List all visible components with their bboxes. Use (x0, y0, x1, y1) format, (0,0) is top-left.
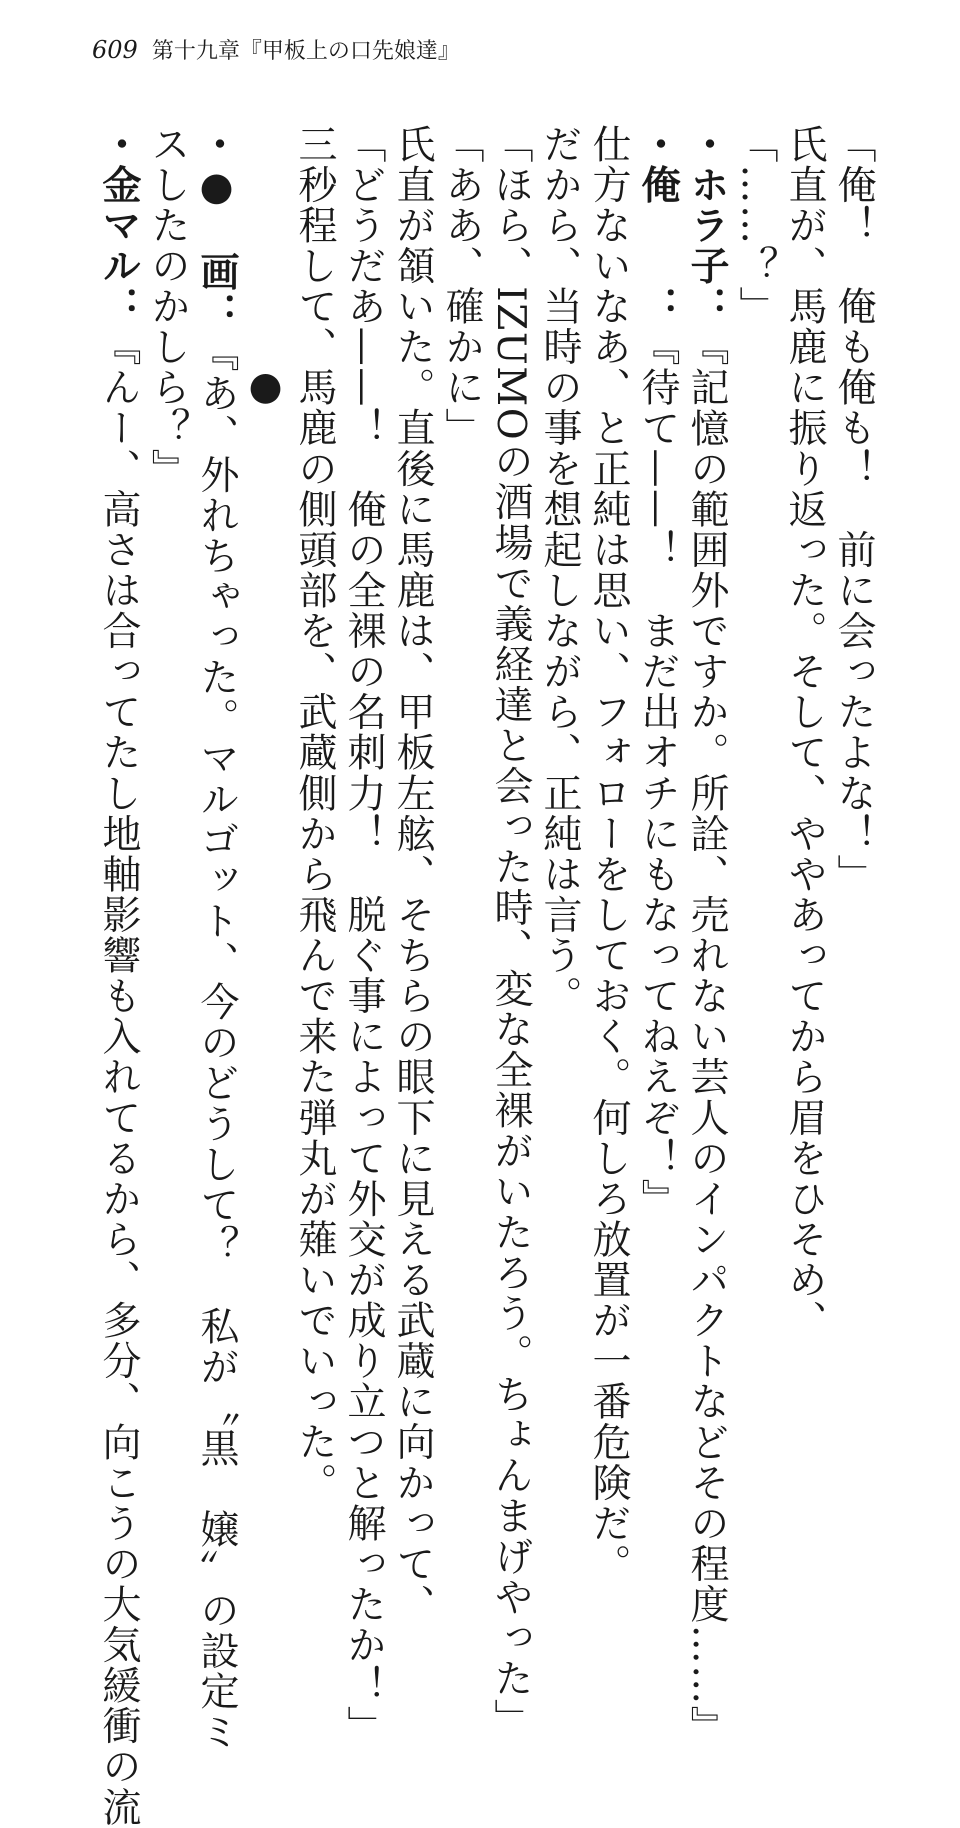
line-text: 「ああ、確かに」 (439, 124, 484, 449)
section-mark-icon: ● (243, 364, 288, 411)
line-text: 氏直が頷いた。直後に馬鹿は、甲板左舷、そちらの眼下に見える武蔵に向かって、 (390, 124, 435, 1625)
line-text: 『待て——！ まだ出オチにもなってねえぞ！』 (635, 326, 680, 1220)
line-text: 「ほら、IZUMOの酒場で義経達と会った時、変な全裸がいたろう。ちょんまげやった」 (488, 124, 533, 1740)
speaker-label: ・俺 ： (635, 124, 680, 327)
dialogue-line (94, 124, 143, 1828)
text-line (290, 124, 339, 1504)
line-text: 氏直が、馬鹿に振り返った。そして、ややあってから眉をひそめ、 (782, 124, 827, 1341)
line-text: 「……？」 (733, 124, 778, 327)
text-line (339, 124, 388, 1747)
text-line (535, 124, 584, 1354)
text-line (584, 124, 633, 1585)
line-text: だから、当時の事を想起しながら、正純は言う。 (537, 124, 582, 1017)
line-text: 「どうだあ——！ 俺の全裸の名刺力！ 脱ぐ事によって外交が成り立つと解ったか！」 (341, 124, 386, 1747)
speaker-label: ・● 画： (194, 124, 239, 333)
text-line (437, 124, 486, 1354)
chapter-title: 第十九章『甲板上の口先娘達』 (151, 39, 460, 64)
speaker-label: ・金マル： (96, 124, 141, 327)
line-text: 『んー、高さは合ってたし地軸影響も入れてるから、多分、向こうの大気緩衝の流 (96, 326, 141, 1828)
text-line (780, 124, 829, 1354)
line-text: 三秒程して、馬鹿の側頭部を、武蔵側から飛んで来た弾丸が薙いでいった。 (292, 124, 337, 1504)
dialogue-line (192, 124, 241, 1753)
text-line (731, 124, 780, 1354)
speaker-label: ・ホラ子： (684, 124, 729, 327)
body-text (78, 124, 878, 1828)
line-text: 仕方ないなあ、と正純は思い、フォローをしておく。何しろ放置が一番危険だ。 (586, 124, 631, 1585)
text-line (143, 124, 192, 1354)
dialogue-line (633, 124, 682, 1354)
text-line (829, 124, 878, 1354)
line-text: 「俺！ 俺も俺も！ 前に会ったよな！」 (831, 124, 876, 895)
text-line (388, 124, 437, 1625)
page-number: 609 (92, 36, 138, 64)
line-text: スしたのかしら？』 (145, 124, 190, 490)
text-line (486, 124, 535, 1740)
running-header (92, 34, 460, 74)
line-text: 『記憶の範囲外ですか。所詮、売れない芸人のインパクトなどその程度……』 (684, 326, 729, 1747)
section-break (241, 124, 290, 1354)
dialogue-line (682, 124, 731, 1747)
line-text: 『あ、外れちゃった。マルゴット、今のどうして？ 私が〝黒 嬢〟の設定ミ (194, 332, 239, 1753)
